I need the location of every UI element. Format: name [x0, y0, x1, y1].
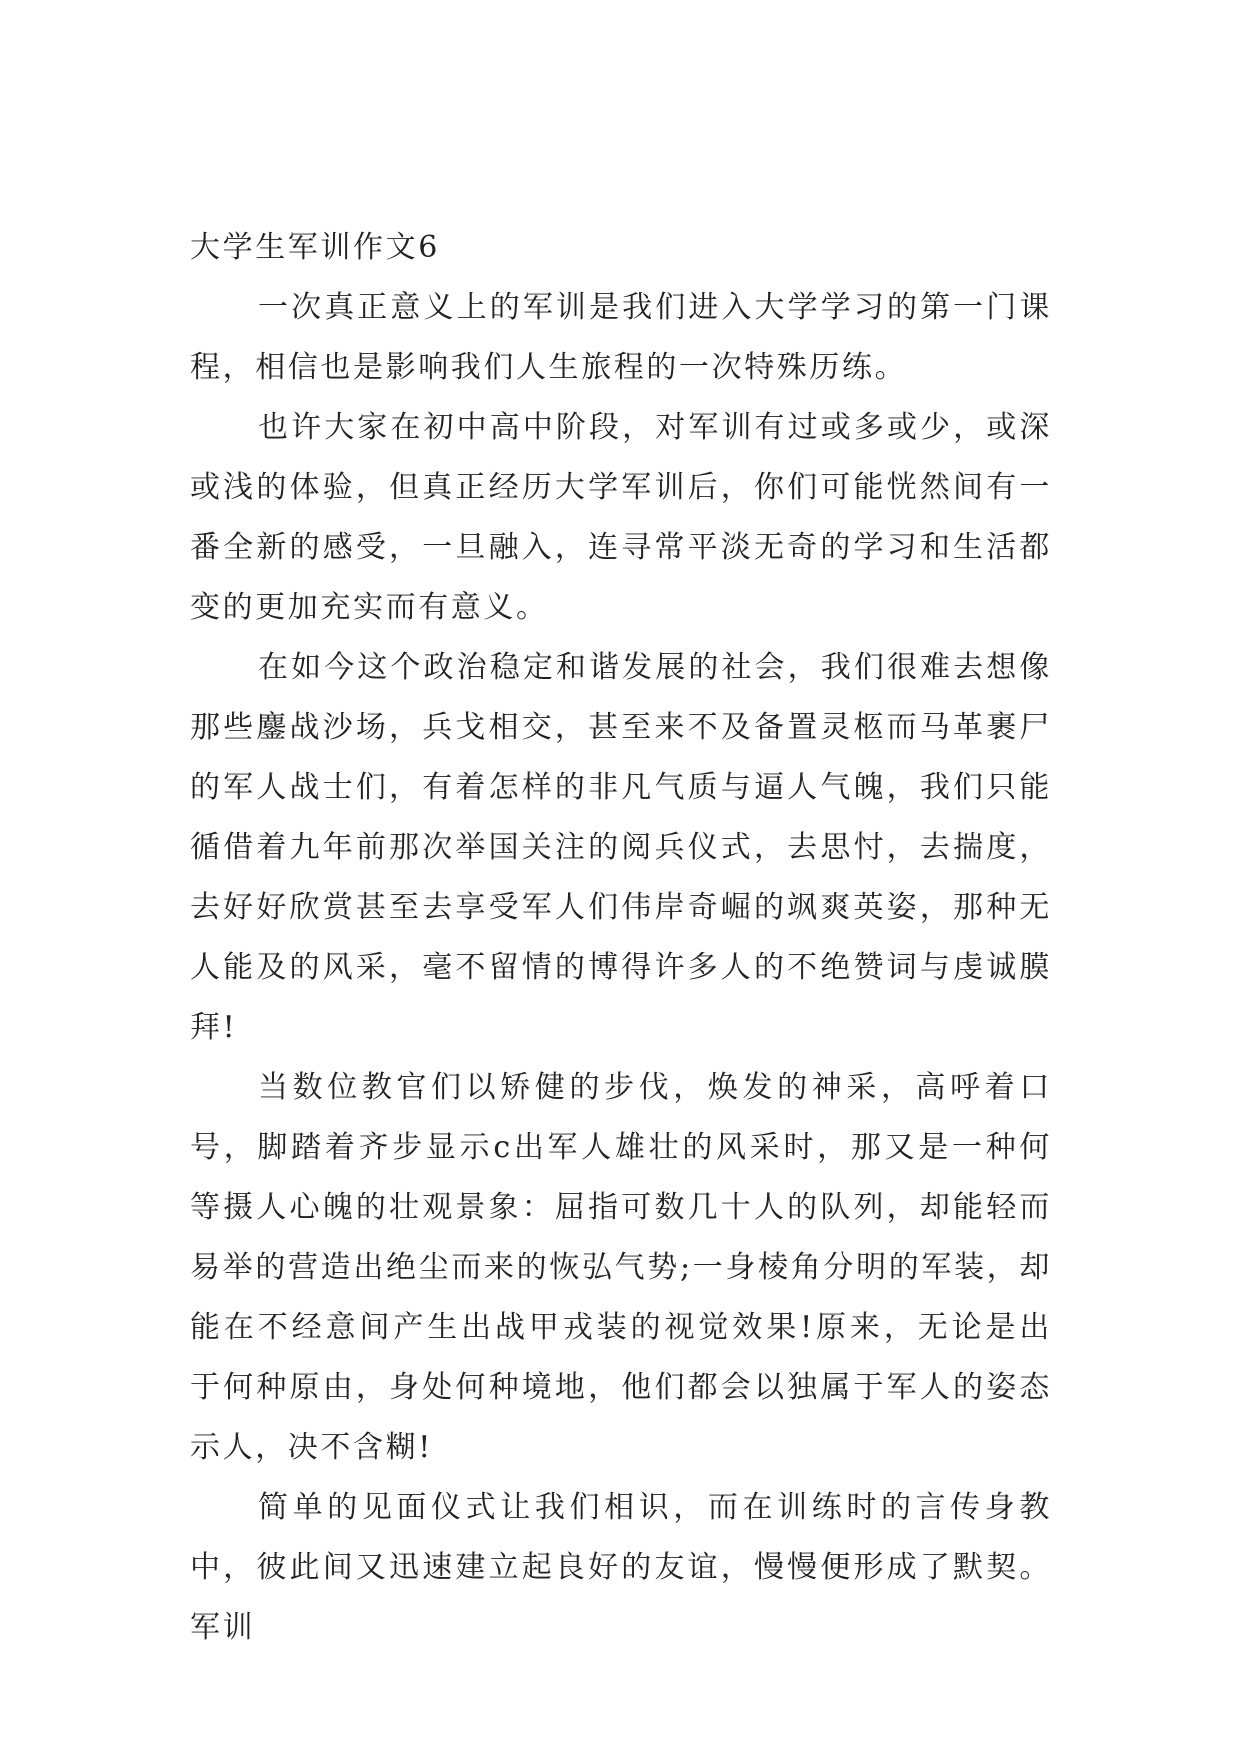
paragraph-3: 在如今这个政治稳定和谐发展的社会，我们很难去想像那些鏖战沙场，兵戈相交，甚至来不及备置灵柩而马革裹尸的军人战士们，有着怎样的非凡气质与逼人气魄，我们只能循借着九年前那次举国关注的阅兵仪式，去思忖，去揣度，去好好欣赏甚至去享受军人们伟岸奇崛的飒爽英姿，那种无人能及的风采，毫不留情的博得许多人的不绝赞词与虔诚膜拜! [190, 650, 1052, 1045]
paragraph-2: 也许大家在初中高中阶段，对军训有过或多或少，或深或浅的体验，但真正经历大学军训后，你们可能恍然间有一番全新的感受，一旦融入，连寻常平淡无奇的学习和生活都变的更加充实而有意义。 [190, 410, 1052, 625]
paragraph-1: 一次真正意义上的军训是我们进入大学学习的第一门课程，相信也是影响我们人生旅程的一次特殊历练。 [190, 290, 1052, 385]
document-title: 大学生军训作文6 [190, 230, 440, 265]
document-body [190, 218, 1052, 1658]
paragraph-5: 简单的见面仪式让我们相识，而在训练时的言传身教中，彼此间又迅速建立起良好的友谊，慢慢便形成了默契。军训 [190, 1490, 1052, 1645]
paragraph-4: 当数位教官们以矫健的步伐，焕发的神采，高呼着口号，脚踏着齐步显示c出军人雄壮的风采时，那又是一种何等摄人心魄的壮观景象：屈指可数几十人的队列，却能轻而易举的营造出绝尘而来的恢弘气势;一身棱角分明的军装，却能在不经意间产生出战甲戎装的视觉效果!原来，无论是出于何种原由，身处何种境地，他们都会以独属于军人的姿态示人，决不含糊! [190, 1070, 1052, 1465]
